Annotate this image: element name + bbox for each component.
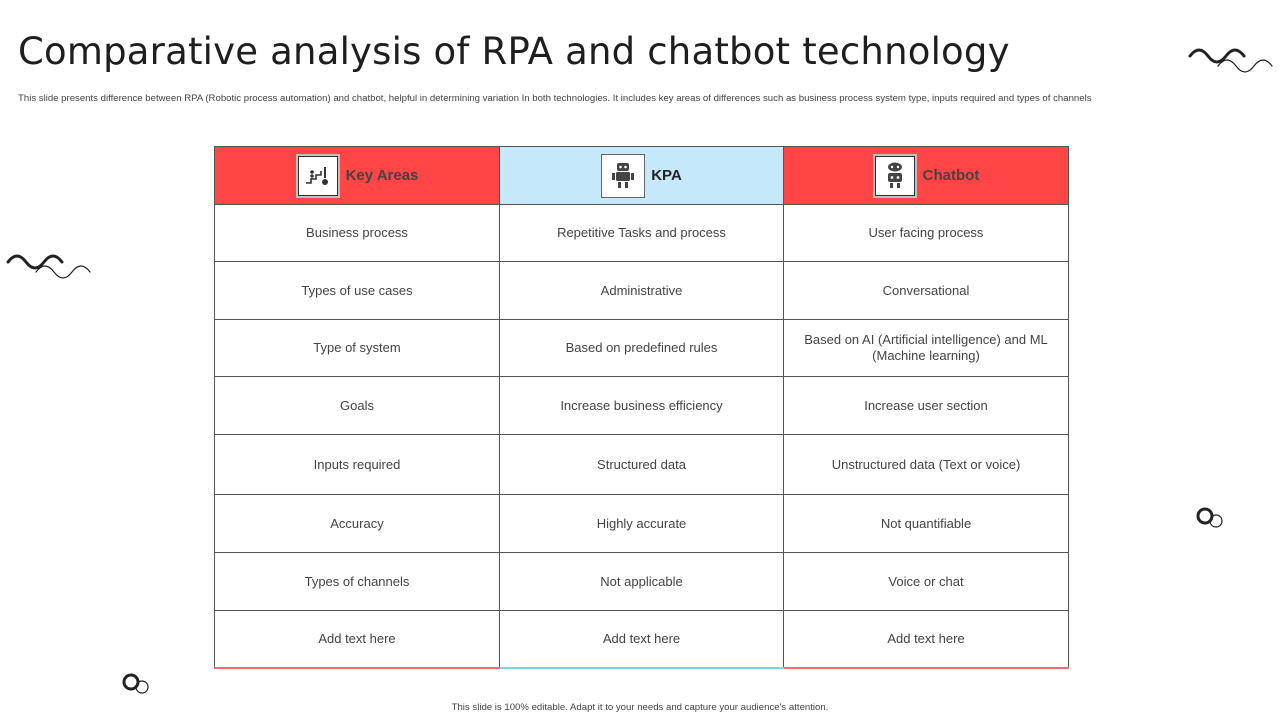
circles-decoration-right: [1194, 505, 1228, 531]
table-row: [215, 435, 1069, 495]
table-cell: Add text here: [215, 611, 500, 668]
header-kpa-label: KPA: [651, 166, 682, 184]
squiggle-decoration-top-right: [1188, 44, 1276, 80]
comparison-table: [214, 146, 1069, 669]
header-key-areas-label: Key Areas: [345, 166, 419, 184]
circles-decoration-left: [120, 671, 154, 697]
table-row: [215, 377, 1069, 435]
table-cell: Increase user section: [784, 377, 1069, 435]
header-kpa: [500, 147, 784, 205]
table-row: [215, 205, 1069, 262]
table-cell: Not quantifiable: [784, 495, 1069, 553]
page-title: Comparative analysis of RPA and chatbot technology: [18, 30, 1010, 73]
table-cell: Structured data: [500, 435, 784, 495]
table-cell: Business process: [215, 205, 500, 262]
table-cell: Inputs required: [215, 435, 500, 495]
table-cell: Highly accurate: [500, 495, 784, 553]
table-cell: Type of system: [215, 320, 500, 377]
table-cell: Administrative: [500, 262, 784, 320]
table-cell: Accuracy: [215, 495, 500, 553]
steps-person-icon: [296, 154, 340, 198]
squiggle-decoration-left: [6, 250, 94, 286]
header-chatbot: [784, 147, 1069, 205]
table-cell: Goals: [215, 377, 500, 435]
table-cell: Voice or chat: [784, 553, 1069, 611]
table-cell: Types of channels: [215, 553, 500, 611]
table-cell: Types of use cases: [215, 262, 500, 320]
table-row: [215, 495, 1069, 553]
chatbot-robot-icon: [873, 154, 917, 198]
table-cell: Not applicable: [500, 553, 784, 611]
table-cell: Unstructured data (Text or voice): [784, 435, 1069, 495]
table-cell: Add text here: [784, 611, 1069, 668]
table-cell: Based on AI (Artificial intelligence) and ML (Machine learning): [784, 320, 1069, 377]
table-cell: User facing process: [784, 205, 1069, 262]
table-cell: Based on predefined rules: [500, 320, 784, 377]
robot-icon: [601, 154, 645, 198]
header-chatbot-label: Chatbot: [922, 166, 980, 184]
table-header-row: [215, 147, 1069, 205]
footer-note: This slide is 100% editable. Adapt it to your needs and capture your audience's attention.: [451, 702, 829, 713]
table-row: [215, 262, 1069, 320]
page-subtitle: This slide presents difference between RPA (Robotic process automation) and chatbot, helpful in determining variation In both technologies. It includes key areas of differences such as business process system type, inputs required and types of channels: [18, 93, 1092, 104]
header-key-areas: [215, 147, 500, 205]
table-row: [215, 320, 1069, 377]
table-cell: Repetitive Tasks and process: [500, 205, 784, 262]
table-cell: Conversational: [784, 262, 1069, 320]
table-row: [215, 611, 1069, 668]
table-cell: Increase business efficiency: [500, 377, 784, 435]
table-cell: Add text here: [500, 611, 784, 668]
table-row: [215, 553, 1069, 611]
